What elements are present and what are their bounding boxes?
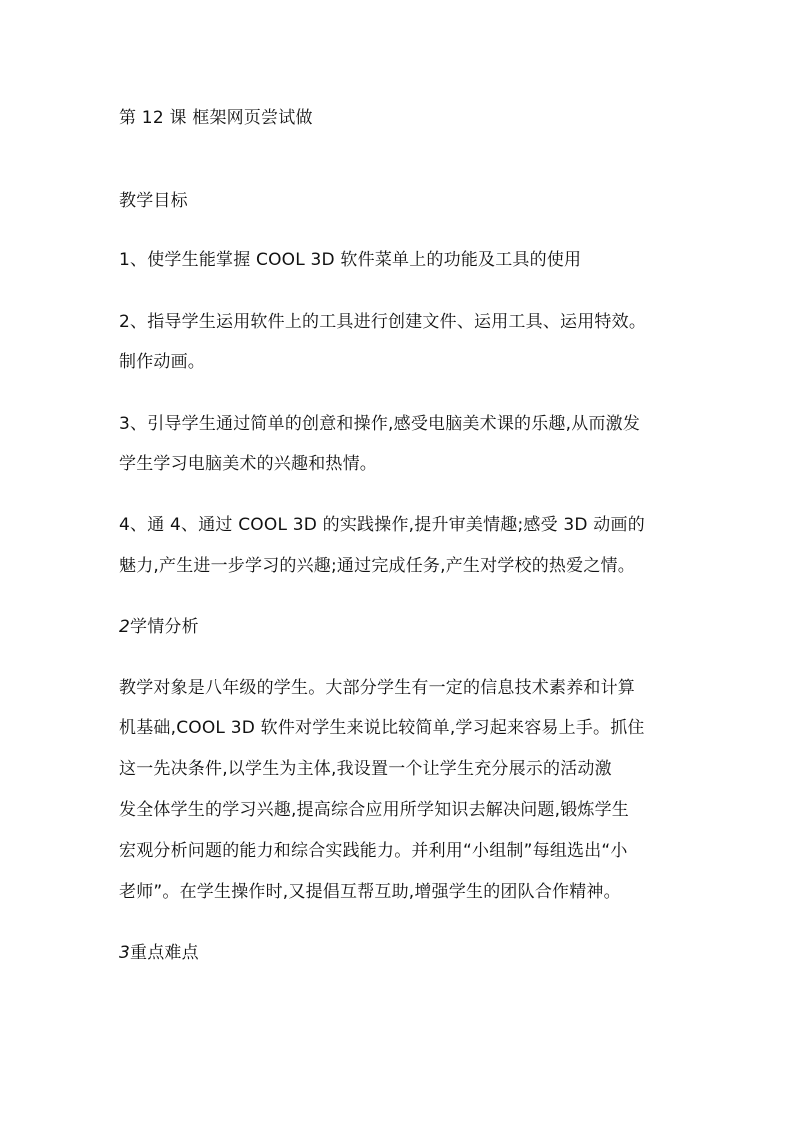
analysis-line-3: 这一先决条件,以学生为主体,我设置一个让学生充分展示的活动激 [119, 759, 612, 779]
analysis-line-5: 宏观分析问题的能力和综合实践能力。并利用“小组制”每组选出“小 [119, 841, 628, 861]
section-number: 3 [119, 943, 131, 963]
section-heading-key-points [119, 942, 199, 964]
section-heading-teaching-goals: 教学目标 [119, 191, 188, 211]
goal-item-2-line-2: 制作动画。 [119, 352, 205, 372]
section-heading-text: 重点难点 [130, 943, 199, 963]
goal-item-2-line-1: 2、指导学生运用软件上的工具进行创建文件、运用工具、运用特效。 [119, 312, 647, 332]
goal-item-4-line-1: 4、通 4、通过 COOL 3D 的实践操作,提升审美情趣;感受 3D 动画的 [119, 515, 645, 535]
section-heading-learner-analysis [119, 616, 199, 638]
section-number: 2 [119, 617, 131, 637]
analysis-line-2: 机基础,COOL 3D 软件对学生来说比较简单,学习起来容易上手。抓住 [119, 718, 645, 738]
section-heading-text: 学情分析 [130, 617, 199, 637]
goal-item-1: 1、使学生能掌握 COOL 3D 软件菜单上的功能及工具的使用 [119, 250, 582, 270]
analysis-line-6: 老师”。在学生操作时,又提倡互帮互助,增强学生的团队合作精神。 [119, 882, 621, 902]
goal-item-3-line-1: 3、引导学生通过简单的创意和操作,感受电脑美术课的乐趣,从而激发 [119, 414, 641, 434]
lesson-title: 第 12 课 框架网页尝试做 [119, 108, 313, 128]
analysis-line-1: 教学对象是八年级的学生。大部分学生有一定的信息技术素养和计算 [119, 678, 635, 698]
goal-item-4-line-2: 魅力,产生进一步学习的兴趣;通过完成任务,产生对学校的热爱之情。 [119, 556, 635, 576]
analysis-line-4: 发全体学生的学习兴趣,提高综合应用所学知识去解决问题,锻炼学生 [119, 800, 630, 820]
goal-item-3-line-2: 学生学习电脑美术的兴趣和热情。 [119, 454, 377, 474]
